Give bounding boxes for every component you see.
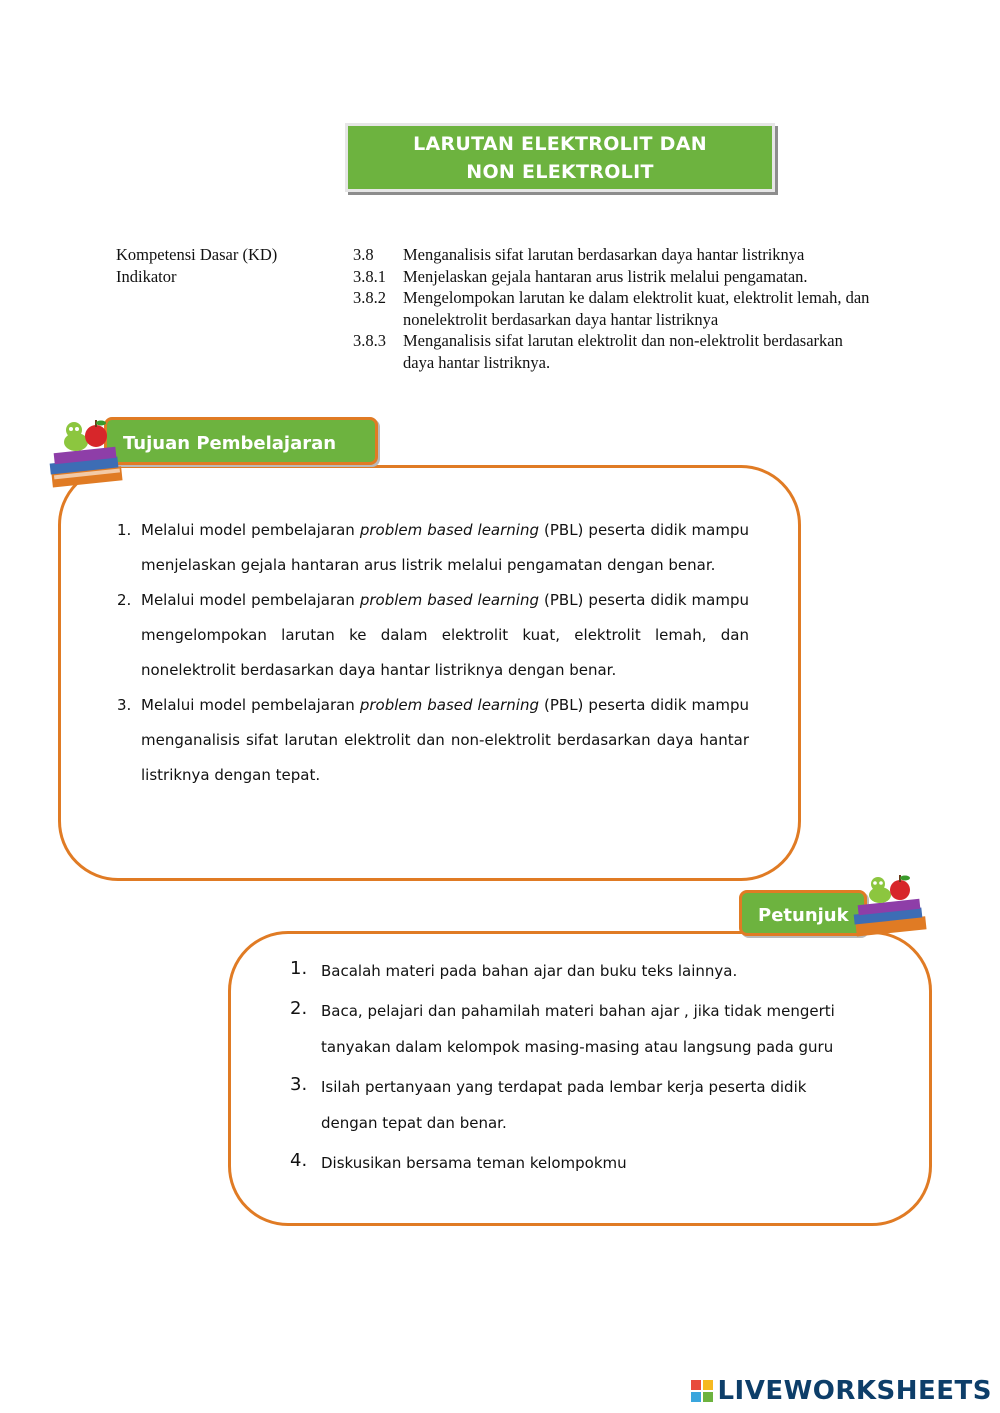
title-line-1: LARUTAN ELEKTROLIT DAN xyxy=(413,132,707,155)
list-item xyxy=(290,1069,860,1141)
instructions-heading: Petunjuk xyxy=(739,890,867,936)
indicator-number: 3.8.3 xyxy=(353,331,386,350)
list-item xyxy=(290,1145,860,1181)
logo-text: LIVEWORKSHEETS xyxy=(717,1376,992,1406)
item-number: 1. xyxy=(290,958,308,979)
item-text-prefix: Melalui model pembelajaran xyxy=(141,521,360,539)
item-text-suffix: (PBL) peserta didik mampu mengelompokan larutan ke dalam elektrolit kuat, elektrolit lemah, dan nonelektrolit berdasarkan daya hantar listriknya dengan benar. xyxy=(141,591,749,679)
indicator-number: 3.8.1 xyxy=(353,266,386,286)
books-apple-icon xyxy=(848,870,932,940)
item-text-suffix: (PBL) peserta didik mampu menganalisis sifat larutan elektrolit dan non-elektrolit berdasarkan daya hantar listriknya dengan tepat. xyxy=(141,696,749,784)
indicator-label: Indikator xyxy=(116,266,177,286)
list-item xyxy=(117,513,749,583)
indicator-text: Mengelompokan larutan ke dalam elektrolit kuat, elektrolit lemah, dan nonelektrolit berdasarkan daya hantar listriknya xyxy=(403,288,870,329)
list-item xyxy=(117,583,749,688)
item-text: Baca, pelajari dan pahamilah materi bahan ajar , jika tidak mengerti tanyakan dalam kelompok masing-masing atau langsung pada guru xyxy=(321,1002,835,1056)
indicator-row xyxy=(353,330,873,373)
item-text: Diskusikan bersama teman kelompokmu xyxy=(321,1154,627,1172)
objectives-list xyxy=(117,513,749,793)
instructions-list xyxy=(290,953,860,1185)
item-text-prefix: Melalui model pembelajaran xyxy=(141,591,360,609)
item-text-prefix: Melalui model pembelajaran xyxy=(141,696,360,714)
liveworksheets-logo xyxy=(691,1377,992,1405)
objectives-heading: Tujuan Pembelajaran xyxy=(104,417,378,465)
indicator-row xyxy=(353,266,873,288)
indicator-text: Menganalisis sifat larutan elektrolit dan non-elektrolit berdasarkan daya hantar listriknya. xyxy=(403,331,843,372)
indicator-row xyxy=(353,287,873,330)
list-item xyxy=(290,993,860,1065)
item-text: Bacalah materi pada bahan ajar dan buku teks lainnya. xyxy=(321,962,738,980)
list-item xyxy=(290,953,860,989)
page-title xyxy=(345,123,775,192)
item-text: Isilah pertanyaan yang terdapat pada lembar kerja peserta didik dengan tepat dan benar. xyxy=(321,1078,807,1132)
kd-number: 3.8 xyxy=(353,245,374,264)
indicator-text: Menjelaskan gejala hantaran arus listrik melalui pengamatan. xyxy=(403,266,808,286)
item-text-italic: problem based learning xyxy=(359,696,539,714)
item-number: 4. xyxy=(290,1150,308,1171)
item-number: 2. xyxy=(117,591,132,609)
item-number: 3. xyxy=(117,696,132,714)
title-line-2: NON ELEKTROLIT xyxy=(466,160,654,183)
kd-label: Kompetensi Dasar (KD) xyxy=(116,245,278,264)
books-apple-icon xyxy=(44,412,128,490)
item-number: 2. xyxy=(290,998,308,1019)
list-item xyxy=(117,688,749,793)
item-number: 1. xyxy=(117,521,132,539)
indicator-number: 3.8.2 xyxy=(353,288,386,307)
item-text-italic: problem based learning xyxy=(359,591,539,609)
liveworksheets-logo-icon xyxy=(691,1380,713,1402)
item-text-suffix: (PBL) peserta didik mampu menjelaskan gejala hantaran arus listrik melalui pengamatan dengan benar. xyxy=(141,521,749,574)
item-number: 3. xyxy=(290,1074,308,1095)
item-text-italic: problem based learning xyxy=(359,521,539,539)
kd-text: Menganalisis sifat larutan berdasarkan daya hantar listriknya xyxy=(403,245,805,264)
kd-row xyxy=(353,244,873,266)
